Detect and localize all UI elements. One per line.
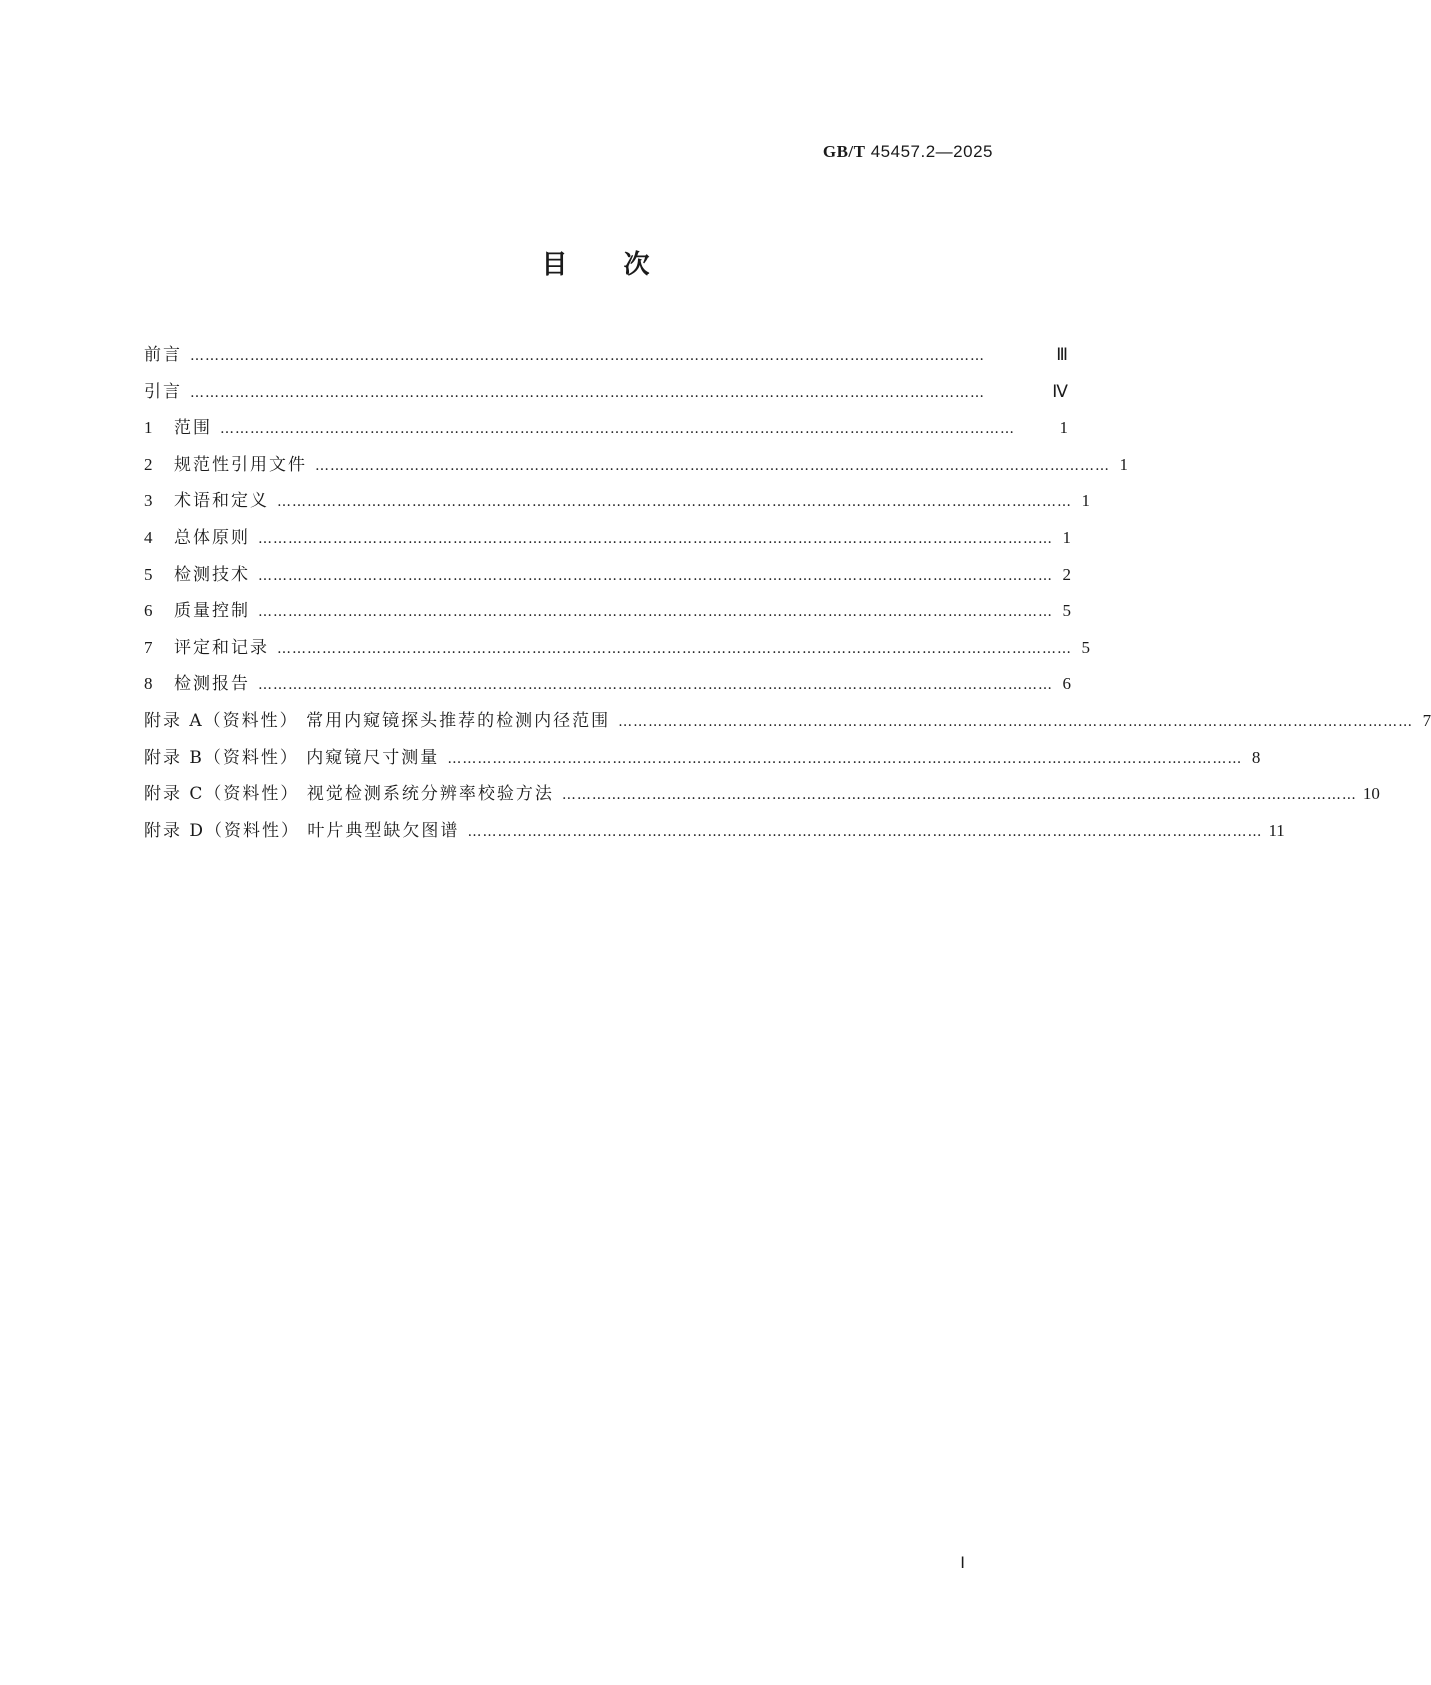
toc-entry-annex-b[interactable]: [144, 743, 1261, 780]
standard-number-value: 45457.2—2025: [870, 142, 993, 161]
table-of-contents: [144, 340, 1431, 852]
toc-entry-page: Ⅳ: [1052, 381, 1068, 401]
toc-entry-label: 附录 B（资料性） 内窥镜尺寸测量: [144, 747, 440, 768]
toc-entry-annex-c[interactable]: [144, 779, 1380, 816]
toc-entry-label: 术语和定义: [174, 491, 269, 512]
toc-heading-char-1: 目: [541, 250, 568, 280]
toc-entry-label: 总体原则: [174, 527, 250, 548]
toc-entry-label: 引言: [144, 381, 182, 402]
toc-entry-7[interactable]: [144, 633, 1090, 670]
toc-dot-leader: ……………………………………………………………………………………………………………………………………………: [258, 530, 1053, 547]
toc-dot-leader: ……………………………………………………………………………………………………………………………………………: [220, 421, 1015, 438]
toc-entry-page: 6: [1062, 674, 1071, 694]
toc-dot-leader: ……………………………………………………………………………………………………………………………………………: [190, 348, 985, 364]
toc-entry-introduction[interactable]: [144, 377, 1068, 414]
toc-entry-label: 附录 D（资料性） 叶片典型缺欠图谱: [144, 820, 460, 841]
toc-entry-annex-a[interactable]: [144, 706, 1431, 743]
toc-dot-leader: ……………………………………………………………………………………………………………………………………………: [190, 384, 985, 401]
toc-entry-annex-d[interactable]: [144, 816, 1285, 853]
toc-dot-leader: ……………………………………………………………………………………………………………………………………………: [618, 713, 1414, 730]
toc-entry-2[interactable]: [144, 450, 1128, 487]
toc-entry-page: 1: [1059, 418, 1068, 438]
toc-entry-page: Ⅲ: [1056, 345, 1068, 364]
toc-entry-number: 6: [144, 601, 153, 621]
toc-entry-number: 1: [144, 418, 153, 438]
toc-entry-number: 2: [144, 454, 153, 474]
toc-entry-page: 5: [1062, 601, 1071, 621]
toc-entry-label: 评定和记录: [174, 637, 269, 658]
toc-entry-label: 前言: [144, 345, 182, 365]
toc-dot-leader: ……………………………………………………………………………………………………………………………………………: [447, 750, 1243, 767]
toc-entry-page: 2: [1062, 564, 1071, 584]
toc-entry-number: 5: [144, 564, 153, 584]
toc-entry-number: 7: [144, 637, 153, 657]
toc-entry-page: 1: [1119, 454, 1128, 474]
toc-entry-label: 附录 A（资料性） 常用内窥镜探头推荐的检测内径范围: [144, 710, 611, 731]
toc-dot-leader: ……………………………………………………………………………………………………………………………………………: [467, 823, 1263, 840]
toc-dot-leader: ……………………………………………………………………………………………………………………………………………: [277, 640, 1072, 657]
toc-entry-1[interactable]: [144, 413, 1068, 450]
toc-dot-leader: ……………………………………………………………………………………………………………………………………………: [561, 787, 1357, 804]
toc-dot-leader: ……………………………………………………………………………………………………………………………………………: [315, 457, 1110, 474]
toc-entry-foreword[interactable]: [144, 340, 1068, 377]
toc-entry-8[interactable]: [144, 669, 1071, 706]
toc-heading: [0, 244, 1191, 281]
toc-dot-leader: ……………………………………………………………………………………………………………………………………………: [277, 494, 1072, 511]
toc-entry-number: 8: [144, 674, 153, 694]
toc-entry-number: 3: [144, 491, 153, 511]
toc-entry-page: 8: [1251, 747, 1261, 767]
toc-entry-page: 1: [1081, 491, 1090, 511]
toc-dot-leader: ……………………………………………………………………………………………………………………………………………: [258, 677, 1053, 694]
page-number: Ⅰ: [960, 1555, 965, 1572]
toc-entry-page: 1: [1062, 527, 1071, 547]
toc-entry-label: 范围: [174, 418, 212, 439]
toc-entry-label: 规范性引用文件: [174, 454, 307, 475]
standard-code: GB/T: [822, 142, 866, 161]
toc-entry-4[interactable]: [144, 523, 1071, 560]
toc-entry-label: 检测技术: [174, 564, 250, 585]
toc-dot-leader: ……………………………………………………………………………………………………………………………………………: [258, 567, 1053, 584]
toc-entry-page: 10: [1362, 784, 1380, 804]
standard-number: [823, 142, 993, 162]
toc-entry-5[interactable]: [144, 560, 1071, 597]
toc-entry-label: 附录 C（资料性） 视觉检测系统分辨率校验方法: [144, 784, 554, 805]
toc-heading-char-2: 次: [623, 250, 650, 280]
toc-entry-page: 5: [1081, 637, 1090, 657]
toc-entry-page: 11: [1268, 820, 1285, 840]
toc-entry-label: 检测报告: [174, 674, 250, 695]
toc-entry-label: 质量控制: [174, 601, 250, 622]
toc-entry-3[interactable]: [144, 486, 1090, 523]
toc-entry-number: 4: [144, 527, 153, 547]
toc-entry-page: 7: [1422, 710, 1431, 730]
toc-entry-6[interactable]: [144, 596, 1071, 633]
toc-dot-leader: ……………………………………………………………………………………………………………………………………………: [258, 604, 1053, 621]
